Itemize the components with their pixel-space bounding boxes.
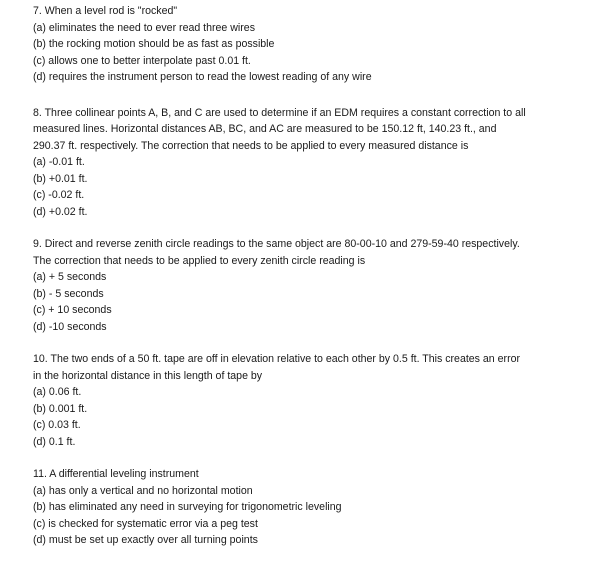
answer-option-a: (a) -0.01 ft. (33, 156, 85, 168)
answer-option-c: (c) is checked for systematic error via a peg test (33, 517, 258, 530)
question-stem-line-3: 290.37 ft. respectively. The correction that needs to be applied to every measured distance is (33, 139, 469, 152)
answer-option-a: (a) 0.06 ft. (33, 386, 82, 398)
question-stem-line-1: 8. Three collinear points A, B, and C are used to determine if an EDM requires a constant correction to all (33, 106, 526, 119)
question-10 (33, 351, 603, 450)
answer-option-b: (b) has eliminated any need in surveying for trigonometric leveling (33, 501, 342, 513)
answer-option-d: (d) requires the instrument person to read the lowest reading of any wire (33, 71, 372, 83)
question-stem: 11. A differential leveling instrument (33, 468, 199, 480)
question-8 (33, 105, 603, 221)
answer-option-d: (d) +0.02 ft. (33, 205, 88, 218)
question-stem: 7. When a level rod is "rocked" (33, 5, 178, 17)
question-stem-line-2: measured lines. Horizontal distances AB, BC, and AC are measured to be 150.12 ft, 140.23 ft., and (33, 123, 497, 135)
answer-option-b: (b) - 5 seconds (33, 287, 104, 300)
question-11 (33, 466, 603, 549)
answer-option-a: (a) + 5 seconds (33, 271, 107, 283)
answer-option-a: (a) has only a vertical and no horizontal motion (33, 484, 253, 497)
answer-option-a: (a) eliminates the need to ever read three wires (33, 21, 255, 34)
answer-option-b: (b) 0.001 ft. (33, 402, 88, 415)
answer-option-d: (d) 0.1 ft. (33, 435, 76, 448)
question-stem-line-1: 9. Direct and reverse zenith circle readings to the same object are 80-00-10 and 279-59-40 respectively. (33, 238, 520, 250)
answer-option-b: (b) +0.01 ft. (33, 172, 88, 185)
question-stem-line-2: in the horizontal distance in this length of tape by (33, 369, 263, 382)
answer-option-b: (b) the rocking motion should be as fast as possible (33, 38, 275, 50)
answer-option-c: (c) allows one to better interpolate past 0.01 ft. (33, 54, 251, 67)
question-stem-line-1: 10. The two ends of a 50 ft. tape are off in elevation relative to each other by 0.5 ft. This creates an error (33, 353, 521, 365)
answer-option-c: (c) 0.03 ft. (33, 419, 81, 431)
document-page (33, 3, 603, 561)
answer-option-c: (c) + 10 seconds (33, 304, 112, 316)
question-7 (33, 3, 603, 86)
answer-option-d: (d) must be set up exactly over all turning points (33, 534, 258, 546)
question-9 (33, 236, 603, 335)
answer-option-c: (c) -0.02 ft. (33, 189, 85, 201)
answer-option-d: (d) -10 seconds (33, 320, 107, 333)
question-stem-line-2: The correction that needs to be applied to every zenith circle reading is (33, 254, 366, 267)
